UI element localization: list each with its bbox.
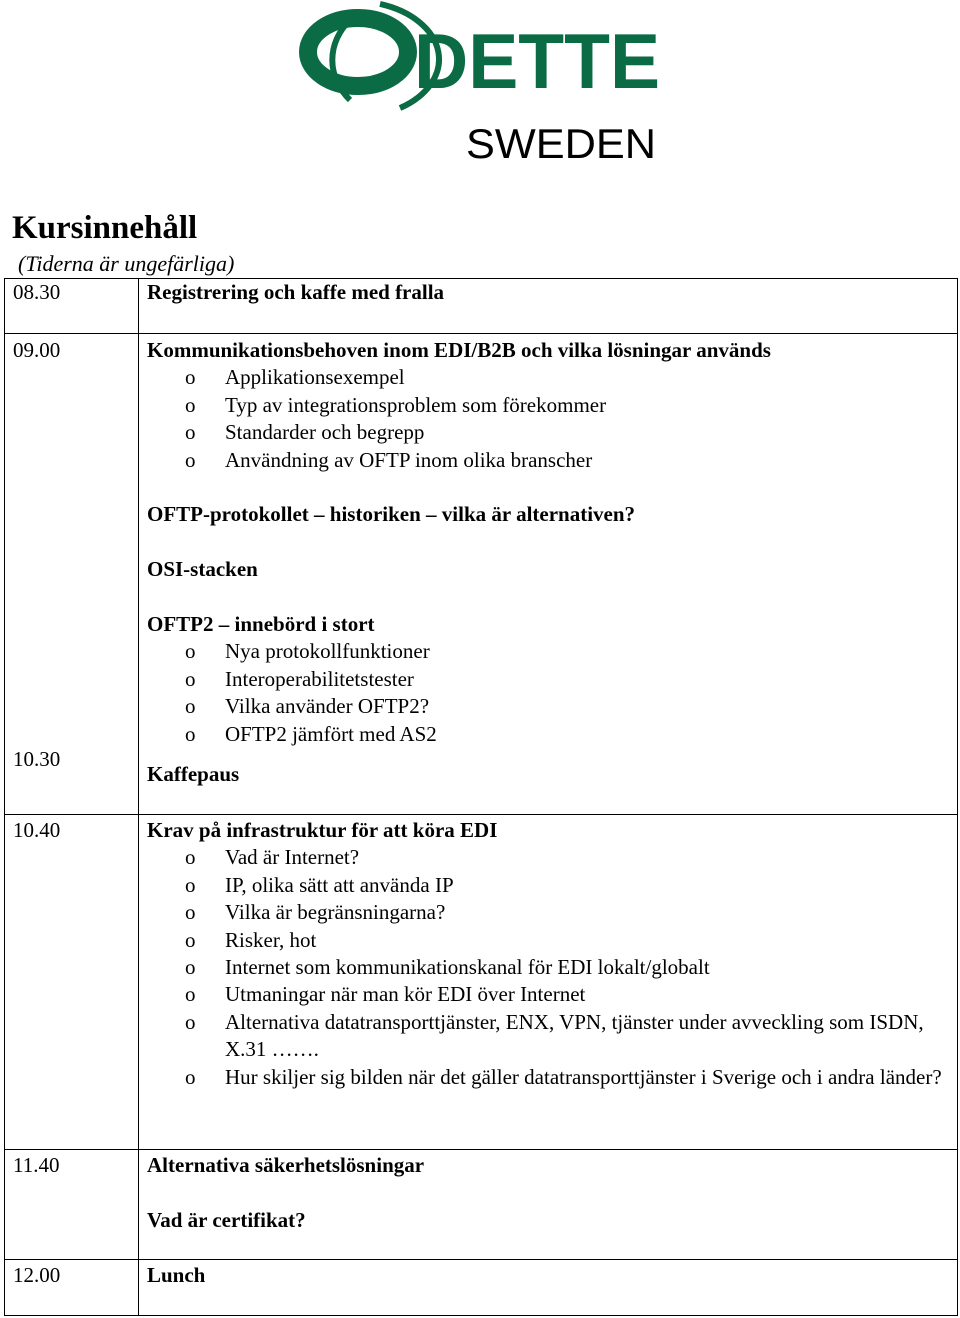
session-title: Registrering och kaffe med fralla [147,280,445,304]
list-item [147,638,951,665]
list-item [147,1009,951,1064]
page-title: Kursinnehåll [12,210,198,246]
content-cell [139,334,958,815]
list-item-text: Vad är Internet? [225,845,360,870]
bullet-marker: o [185,392,196,417]
list-item-text: Nya protokollfunktioner [225,639,430,664]
list-item [147,927,951,954]
session-time: 12.00 [13,1263,61,1287]
section-heading: Vad är certifikat? [147,1207,306,1232]
content-cell [139,279,958,334]
list-item-text: Vilka använder OFTP2? [225,694,430,719]
svg-text:DETTE: DETTE [414,17,660,105]
content-cell [139,1150,958,1260]
session-title: Krav på infrastruktur för att köra EDI [147,818,498,842]
bullet-marker: o [185,872,196,897]
list-item-text: Utmaningar när man kör EDI över Internet [225,982,586,1007]
bullet-marker: o [185,420,196,445]
page-subtitle: (Tiderna är ungefärliga) [18,251,235,276]
topic-list [147,844,951,1091]
list-item [147,419,951,446]
time-cell: 08.30 [5,279,139,334]
agenda-row [5,334,958,815]
content-cell [139,1260,958,1316]
odette-sweden-logo [290,0,670,170]
list-item-text: Vilka är begränsningarna? [225,900,446,925]
agenda-table [4,278,958,1316]
svg-text:SWEDEN: SWEDEN [466,120,656,167]
session-time: 10.40 [13,818,61,842]
session-time: 11.40 [13,1153,60,1177]
time-cell [5,1260,139,1316]
session-title: Kommunikationsbehoven inom EDI/B2B och vilka lösningar används [147,338,771,362]
bullet-marker: o [185,694,196,719]
list-item [147,954,951,981]
session-time: 09.00 [13,338,61,362]
agenda-row [5,279,958,334]
bullet-marker: o [185,447,196,472]
bullet-marker: o [185,365,196,390]
list-item-text: OFTP2 jämfört med AS2 [225,721,437,746]
time-cell [5,1150,139,1260]
odette-logo-graphic [290,0,670,170]
time-cell [5,334,139,815]
agenda-row [5,1150,958,1260]
list-item [147,447,951,474]
agenda-row [5,1260,958,1316]
bullet-marker: o [185,955,196,980]
list-item [147,364,951,391]
list-item [147,1064,951,1091]
list-item [147,693,951,720]
bullet-marker: o [185,1009,196,1034]
section-heading: OFTP2 – innebörd i stort [147,612,375,637]
bullet-marker: o [185,1064,196,1089]
list-item [147,899,951,926]
list-item [147,872,951,899]
list-item [147,666,951,693]
list-item [147,721,951,748]
topic-list [147,638,951,748]
list-item-text: Typ av integrationsproblem som förekommer [225,392,607,417]
list-item [147,392,951,419]
topic-list [147,364,951,474]
section-heading: OFTP-protokollet – historiken – vilka är alternativen? [147,502,636,527]
bullet-marker: o [185,927,196,952]
list-item-text: Interoperabilitetstester [225,666,414,691]
list-item-text: Hur skiljer sig bilden när det gäller datatransporttjänster i Sverige och i andra länder? [225,1064,942,1089]
list-item-text: Standarder och begrepp [225,420,425,445]
time-cell [5,815,139,1150]
session-time-break: 10.30 [13,747,61,771]
bullet-marker: o [185,666,196,691]
agenda-row [5,815,958,1150]
list-item-text: Alternativa datatransporttjänster, ENX, VPN, tjänster under avveckling som ISDN, X.31 ……. [225,1009,924,1062]
section-heading: OSI-stacken [147,557,258,582]
session-title-break: Kaffepaus [147,762,240,787]
list-item-text: Användning av OFTP inom olika branscher [225,447,593,472]
session-title: Alternativa säkerhetslösningar [147,1153,425,1177]
session-title: Lunch [147,1263,206,1287]
bullet-marker: o [185,982,196,1007]
content-cell [139,815,958,1150]
list-item [147,981,951,1008]
list-item-text: Applikationsexempel [225,365,405,390]
bullet-marker: o [185,845,196,870]
list-item [147,844,951,871]
bullet-marker: o [185,721,196,746]
list-item-text: IP, olika sätt att använda IP [225,872,454,897]
bullet-marker: o [185,900,196,925]
bullet-marker: o [185,639,196,664]
list-item-text: Risker, hot [225,927,317,952]
list-item-text: Internet som kommunikationskanal för EDI lokalt/globalt [225,955,710,980]
